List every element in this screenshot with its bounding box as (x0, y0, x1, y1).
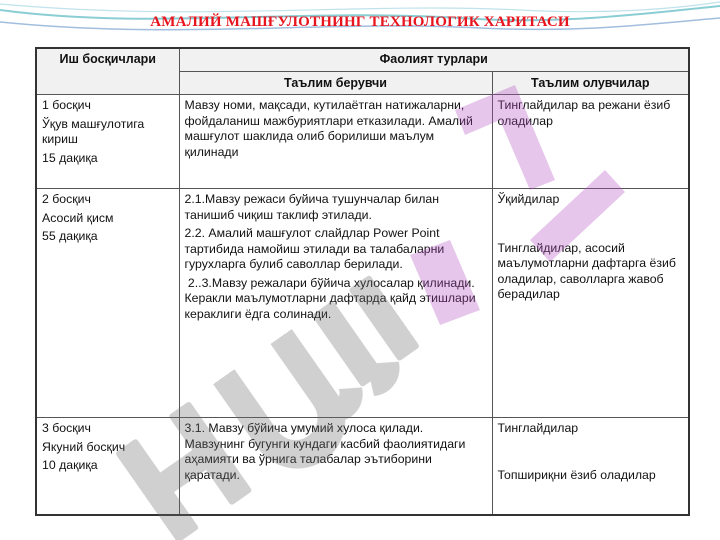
teacher-cell (179, 418, 492, 516)
student-text: Тинглайдилар ва режани ёзиб оладилар (497, 98, 671, 128)
table-row (36, 189, 689, 418)
stage-cell (36, 189, 179, 418)
stage-number: 3 босқич (42, 421, 91, 435)
student-text: Тинглайдилар (497, 421, 579, 435)
stage-name: Якуний босқич (42, 439, 126, 454)
stage-cell (36, 418, 179, 516)
table-row (36, 95, 689, 189)
table-header-row (36, 48, 689, 72)
technology-map-table (35, 47, 690, 516)
student-text: Топшириқни ёзиб оладилар (497, 467, 656, 482)
table-row (36, 418, 689, 516)
stage-number: 2 босқич (42, 192, 91, 206)
stage-duration: 55 дақиқа (42, 229, 98, 243)
stage-name: Асосий қисм (42, 210, 114, 225)
header-activities: Фаолият турлари (179, 48, 689, 72)
student-text: Ўқийдилар (497, 192, 560, 206)
student-cell (492, 189, 689, 418)
header-student: Таълим олувчилар (492, 72, 689, 95)
page-title: АМАЛИЙ МАШҒУЛОТНИНГ ТЕХНОЛОГИК ХАРИТАСИ (150, 14, 570, 30)
teacher-cell (179, 189, 492, 418)
header-stages: Иш босқичлари (36, 48, 179, 95)
stage-number: 1 босқич (42, 98, 91, 112)
teacher-text: 3.1. Мавзу бўйича умумий хулоса қилади. Мавзунинг бугунги кундаги касбий фаолиятидаги аҳамияти ва ўрнига талабалар эътиборини қаратади. (184, 421, 466, 482)
header-teacher: Таълим берувчи (179, 72, 492, 95)
stage-duration: 10 дақиқа (42, 458, 98, 472)
teacher-text: Мавзу номи, мақсади, кутилаётган натижаларни, фойдаланиш мажбуриятлари етказилади. Амалий машғулот шаклида олиб борилиши маълум қилинади (184, 98, 473, 159)
teacher-cell (179, 95, 492, 189)
student-cell (492, 418, 689, 516)
student-cell (492, 95, 689, 189)
stage-name: Ўқув машғулотига кириш (42, 116, 145, 146)
teacher-text: 2.1.Мавзу режаси буйича тушунчалар билан танишиб чиқиш таклиф этилади. (184, 192, 440, 222)
teacher-text: 2..3.Мавзу режалари бўйича хулосалар қилинади. Керакли маълумотларни дафтарда қайд этишлари кераклиги ёдга солинади. (184, 275, 480, 321)
stage-duration: 15 дақиқа (42, 150, 98, 165)
stage-cell (36, 95, 179, 189)
student-text: Тинглайдилар, асосий маълумотларни дафтарга ёзиб оладилар, саволларга жавоб берадилар (497, 240, 676, 301)
teacher-text: 2.2. Амалий машғулот слайдлар Power Point тартибида намойиш этилади ва талабаларни гурухларга булиб саволлар берилади. (184, 226, 445, 271)
